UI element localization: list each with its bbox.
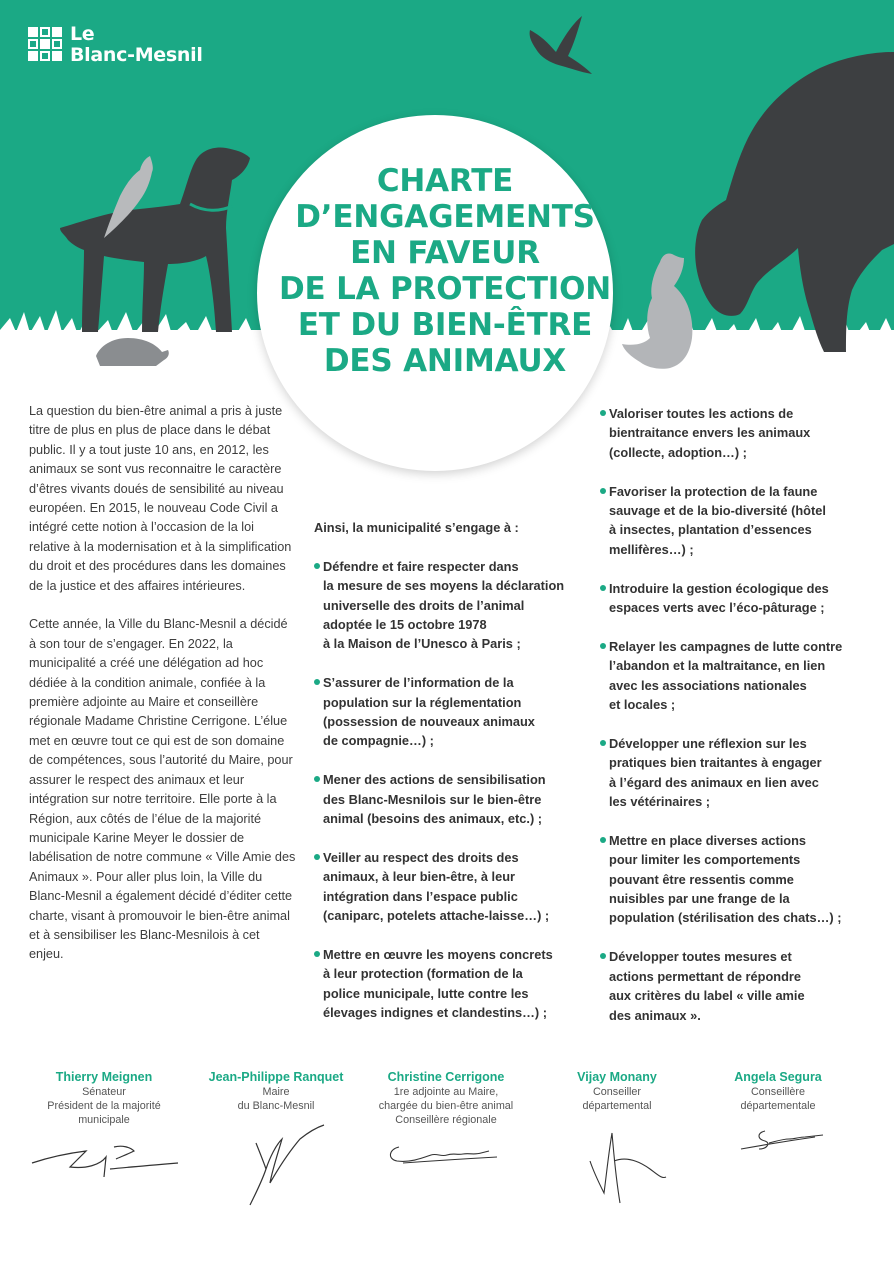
signature-image [723, 1113, 833, 1163]
commitment-item: Mener des actions de sensibilisation des Blanc-Mesnilois sur le bien-être animal (besoins des animaux, etc.) ; [314, 770, 592, 828]
coat-of-arms-icon [28, 27, 62, 61]
title-line: CHARTE [376, 163, 514, 199]
signatory-role: Conseiller départemental [582, 1086, 652, 1112]
commitment-item: Introduire la gestion écologique des espaces verts avec l’éco-pâturage ; [600, 579, 890, 618]
signatory-block [30, 1070, 178, 1187]
commitment-item: Relayer les campagnes de lutte contre l’abandon et la maltraitance, en lien avec les associations nationales et locales ; [600, 637, 890, 715]
brand-line-1: Le [70, 23, 95, 45]
brand-name [70, 24, 203, 66]
title-line: EN FAVEUR [350, 235, 540, 271]
intro-paragraph: Cette année, la Ville du Blanc-Mesnil a décidé à son tour de s’engager. En 2022, la municipalité a créé une délégation ad hoc dédiée à la condition animale, confiée à la première adjointe au Maire et conseillère régionale Madame Christine Cerrigone. L’élue met en œuvre tout ce qui est de son domaine de compétences, sous l’autorité du Maire, pour assurer le respect des animaux et leur intégration sur notre territoire. Elle porte à la Région, aux côtés de l’élue de la majorité municipale Karine Meyer le dossier de labélisation de notre commune « Ville Amie des Animaux ». Pour aller plus loin, la Ville du Blanc-Mesnil a également décidé d’éditer cette charte, visant à promouvoir le bien-être animal et à sensibiliser les Blanc-Mesnilois à cet enjeu. [29, 617, 296, 962]
commitment-item: Mettre en place diverses actions pour limiter les comportements pouvant être ressentis comme nuisibles par une frange de la population (stérilisation des chats…) ; [600, 831, 890, 928]
signature-image [216, 1113, 336, 1208]
signatory-block [722, 1070, 834, 1163]
commitments-lead: Ainsi, la municipalité s’engage à : [314, 520, 519, 535]
commitment-item: Développer toutes mesures et actions permettant de répondre aux critères du label « ville amie des animaux ». [600, 947, 890, 1025]
signatory-block [362, 1070, 530, 1177]
commitment-item: Défendre et faire respecter dans la mesure de ses moyens la déclaration universelle des droits de l’animal adoptée le 15 octobre 1978 à la Maison de l’Unesco à Paris ; [314, 557, 592, 654]
signatory-name: Jean-Philippe Ranquet [208, 1070, 344, 1084]
commitments-column-2 [600, 404, 890, 1044]
signature-image [562, 1113, 672, 1213]
signatory-block [202, 1070, 350, 1208]
signatory-name: Christine Cerrigone [387, 1070, 505, 1084]
commitment-item: Veiller au respect des droits des animaux, à leur bien-être, à leur intégration dans l’espace public (caniparc, potelets attache-laisse…) ; [314, 848, 592, 926]
signatory-name: Vijay Monany [577, 1070, 657, 1084]
page-title [257, 163, 633, 379]
signatory-block [552, 1070, 682, 1213]
city-logo [28, 24, 203, 66]
intro-paragraph: La question du bien-être animal a pris à juste titre de plus en plus de place dans le débat public. Il y a tout juste 10 ans, en 2012, les animaux se sont vus reconnaitre le caractère d’êtres vivants doués de sensibilité au niveau européen. En 2015, le nouveau Code Civil a intégré cette notion à l’occasion de la loi relative à la modernisation et à la simplification du droit et des procédures dans les domaines de la justice et des affaires intérieures. [29, 404, 292, 593]
commitment-item: S’assurer de l’information de la population sur la réglementation (possession de nouveaux animaux de compagnie…) ; [314, 673, 592, 751]
signatory-role: 1re adjointe au Maire, chargée du bien-être animal Conseillère régionale [378, 1086, 514, 1126]
title-line: DES ANIMAUX [323, 343, 567, 379]
signatory-name: Thierry Meignen [55, 1070, 153, 1084]
signature-image [30, 1127, 180, 1187]
signatory-role: Maire du Blanc-Mesnil [237, 1086, 315, 1112]
commitment-list [600, 404, 890, 1025]
signatory-name: Angela Segura [734, 1070, 822, 1084]
title-line: D’ENGAGEMENTS [295, 199, 595, 235]
brand-line-2: Blanc-Mesnil [70, 44, 203, 66]
commitment-item: Valoriser toutes les actions de bientraitance envers les animaux (collecte, adoption…) ; [600, 404, 890, 462]
commitment-item: Mettre en œuvre les moyens concrets à leur protection (formation de la police municipale, lutte contre les élevages indignes et clandestins…) ; [314, 945, 592, 1023]
signature-image [381, 1127, 511, 1177]
signatory-role: Sénateur Président de la majorité municipale [47, 1086, 161, 1126]
title-line: DE LA PROTECTION [278, 271, 612, 307]
commitments-column-1 [314, 518, 592, 1042]
commitment-item: Favoriser la protection de la faune sauvage et de la bio-diversité (hôtel à insectes, plantation d’essences mellifères…) ; [600, 482, 890, 560]
commitment-item: Développer une réflexion sur les pratiques bien traitantes à engager à l’égard des animaux en lien avec les vétérinaires ; [600, 734, 890, 812]
commitment-list [314, 557, 592, 1023]
intro-text [29, 402, 297, 984]
title-line: ET DU BIEN-ÊTRE [297, 307, 593, 343]
signatory-role: Conseillère départementale [740, 1086, 816, 1112]
